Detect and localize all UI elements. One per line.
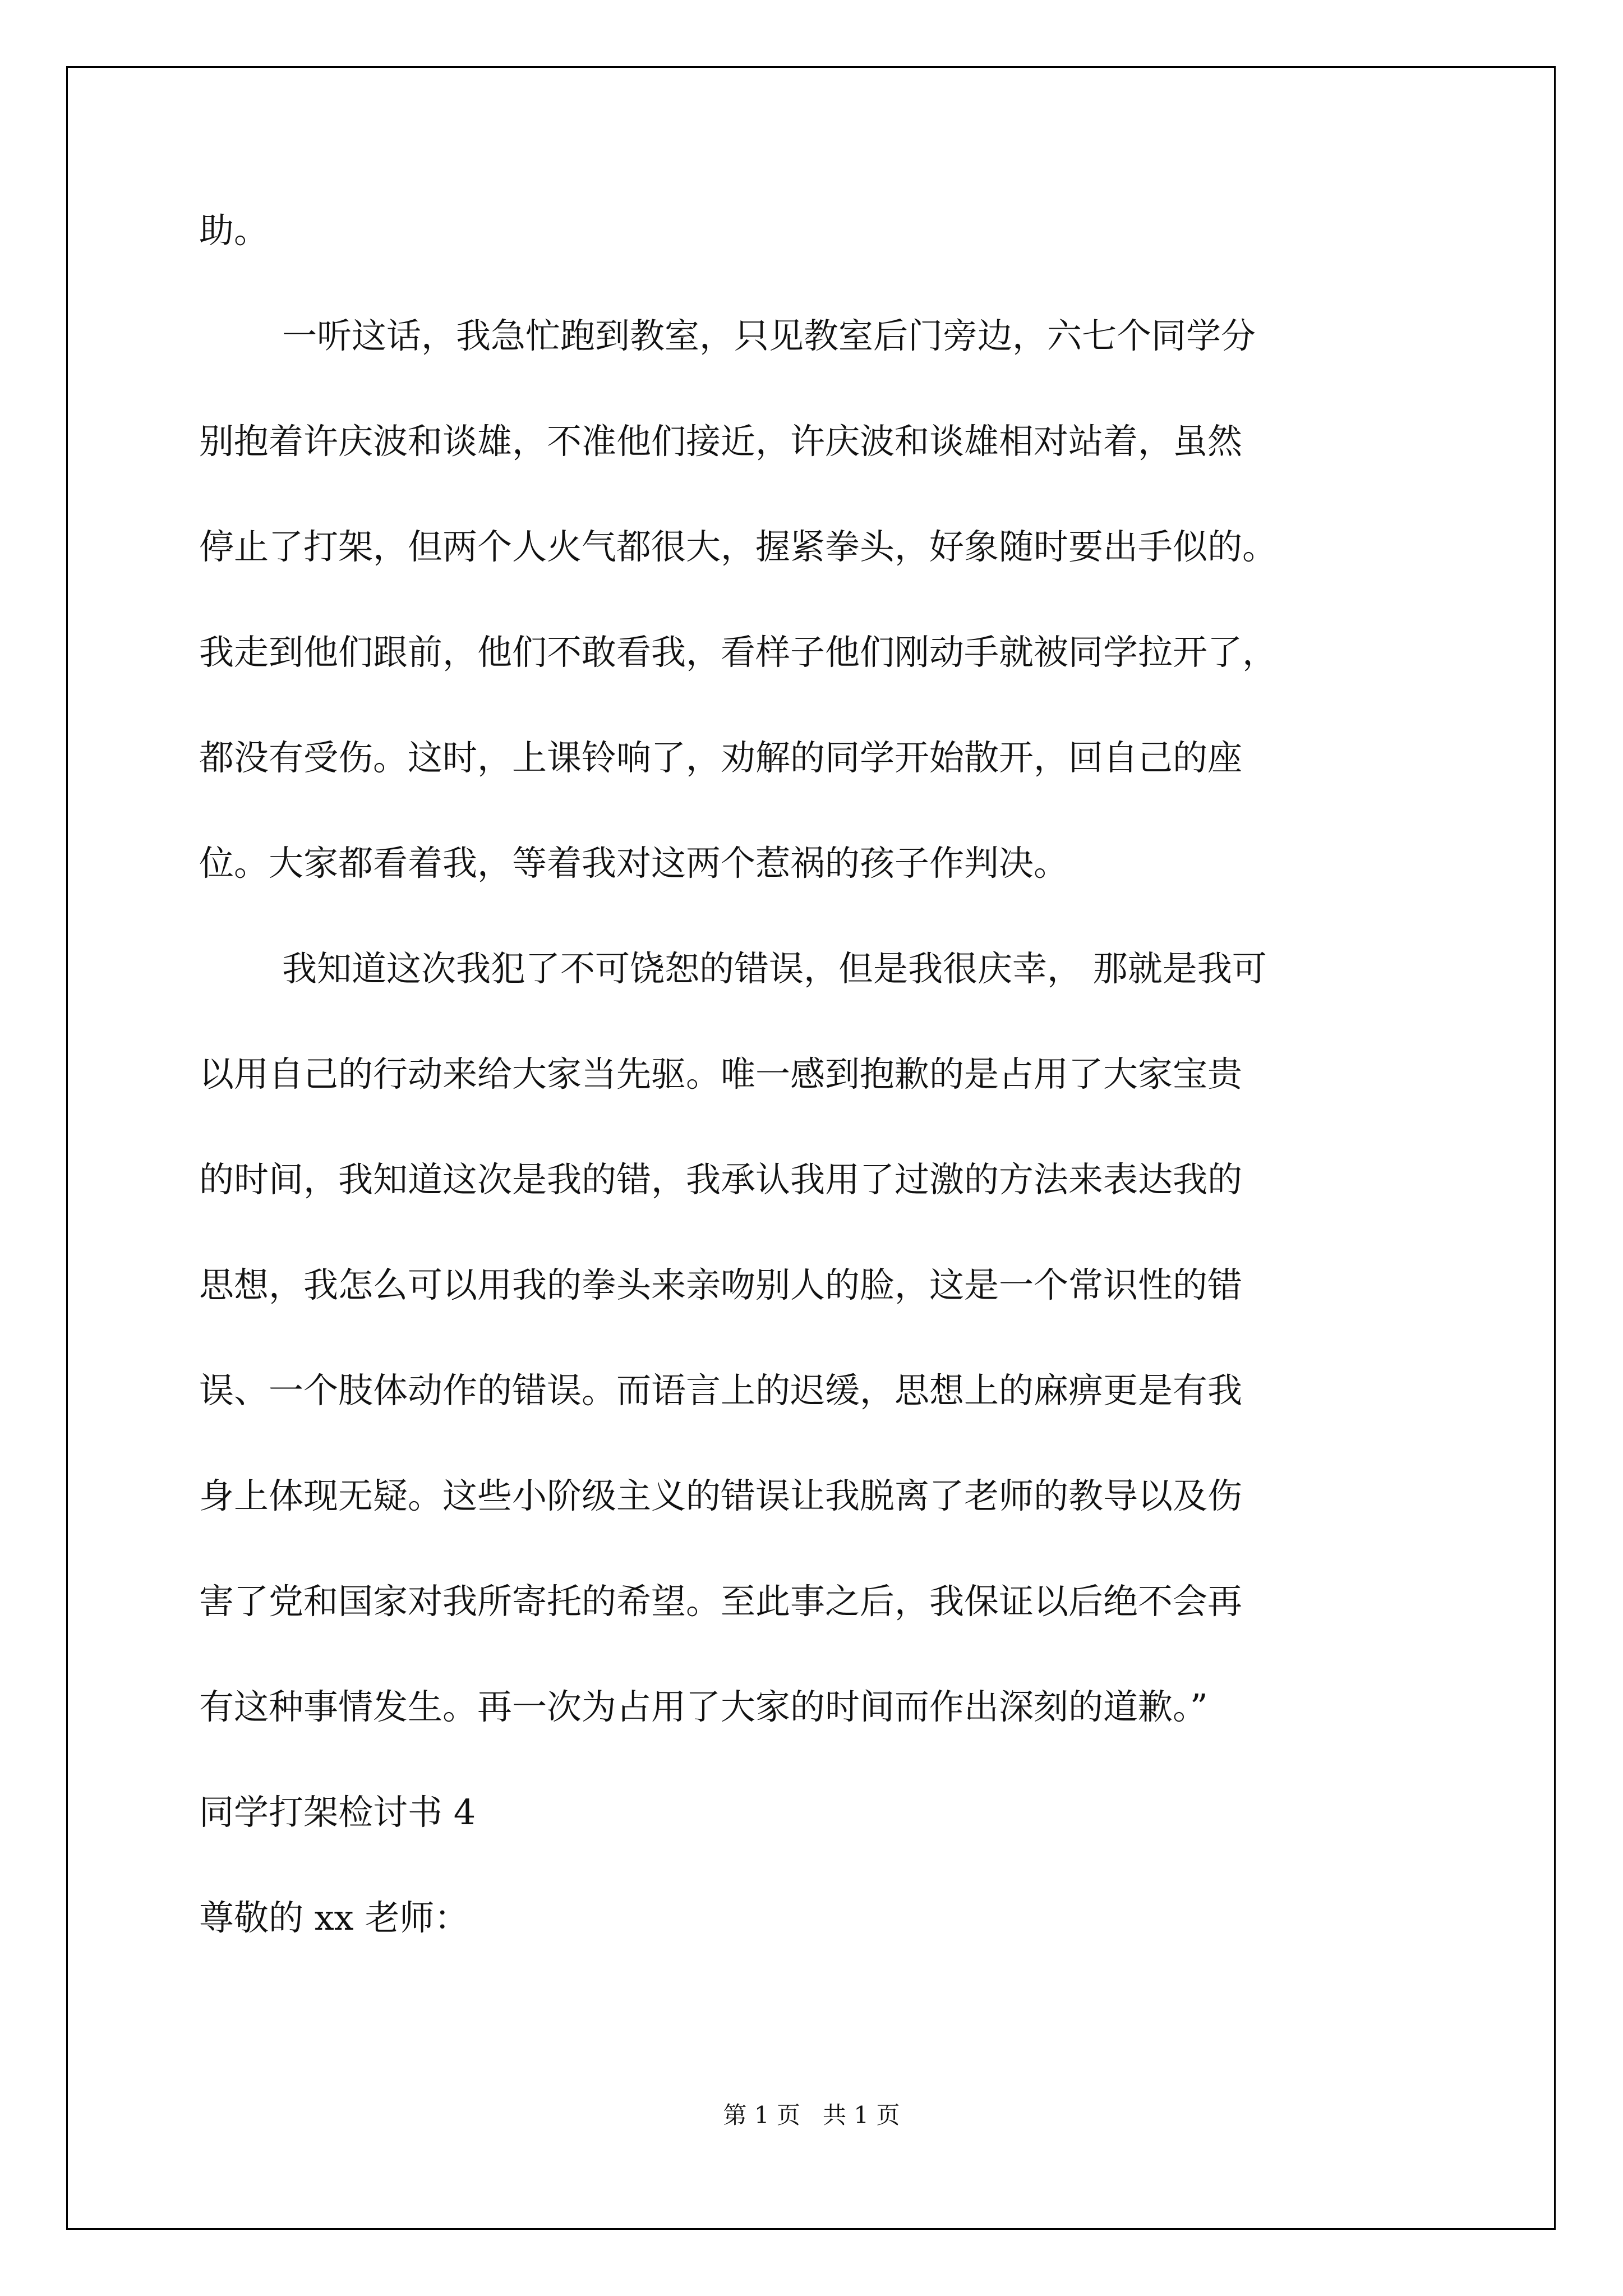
- text-line: 以用自己的行动来给大家当先驱。唯一感到抱歉的是占用了大家宝贵: [199, 1053, 1243, 1094]
- text-line: 害了党和国家对我所寄托的希望。至此事之后，我保证以后绝不会再: [199, 1581, 1243, 1622]
- section-heading: 同学打架检讨书 4: [199, 1792, 476, 1833]
- text-line: 停止了打架，但两个人火气都很大，握紧拳头，好象随时要出手似的。: [199, 526, 1278, 567]
- text-line: 误、一个肢体动作的错误。而语言上的迟缓，思想上的麻痹更是有我: [199, 1370, 1243, 1411]
- text-line: 位。大家都看着我，等着我对这两个惹祸的孩子作判决。: [199, 843, 1069, 884]
- text-line: 助。: [199, 210, 269, 251]
- text-line: 有这种事情发生。再一次为占用了大家的时间而作出深刻的道歉。”: [199, 1686, 1208, 1727]
- document-body: [199, 210, 1433, 2006]
- text-line: 别抱着许庆波和谈雄，不准他们接近，许庆波和谈雄相对站着，虽然: [199, 421, 1243, 462]
- paragraph-start-line: 我知道这次我犯了不可饶恕的错误，但是我很庆幸， 那就是我可: [282, 948, 1267, 989]
- page-number-footer: 第 1 页 共 1 页: [723, 2101, 900, 2129]
- paragraph-start-line: 一听这话，我急忙跑到教室，只见教室后门旁边，六七个同学分: [282, 315, 1256, 356]
- text-line: 思想，我怎么可以用我的拳头来亲吻别人的脸，这是一个常识性的错: [199, 1264, 1243, 1305]
- text-line: 我走到他们跟前，他们不敢看我，看样子他们刚动手就被同学拉开了，: [199, 632, 1278, 673]
- text-line: 的时间，我知道这次是我的错，我承认我用了过激的方法来表达我的: [199, 1159, 1243, 1200]
- text-line: 都没有受伤。这时，上课铃响了，劝解的同学开始散开，回自己的座: [199, 737, 1243, 778]
- salutation: 尊敬的 xx 老师：: [199, 1897, 469, 1938]
- text-line: 身上体现无疑。这些小阶级主义的错误让我脱离了老师的教导以及伤: [199, 1475, 1243, 1516]
